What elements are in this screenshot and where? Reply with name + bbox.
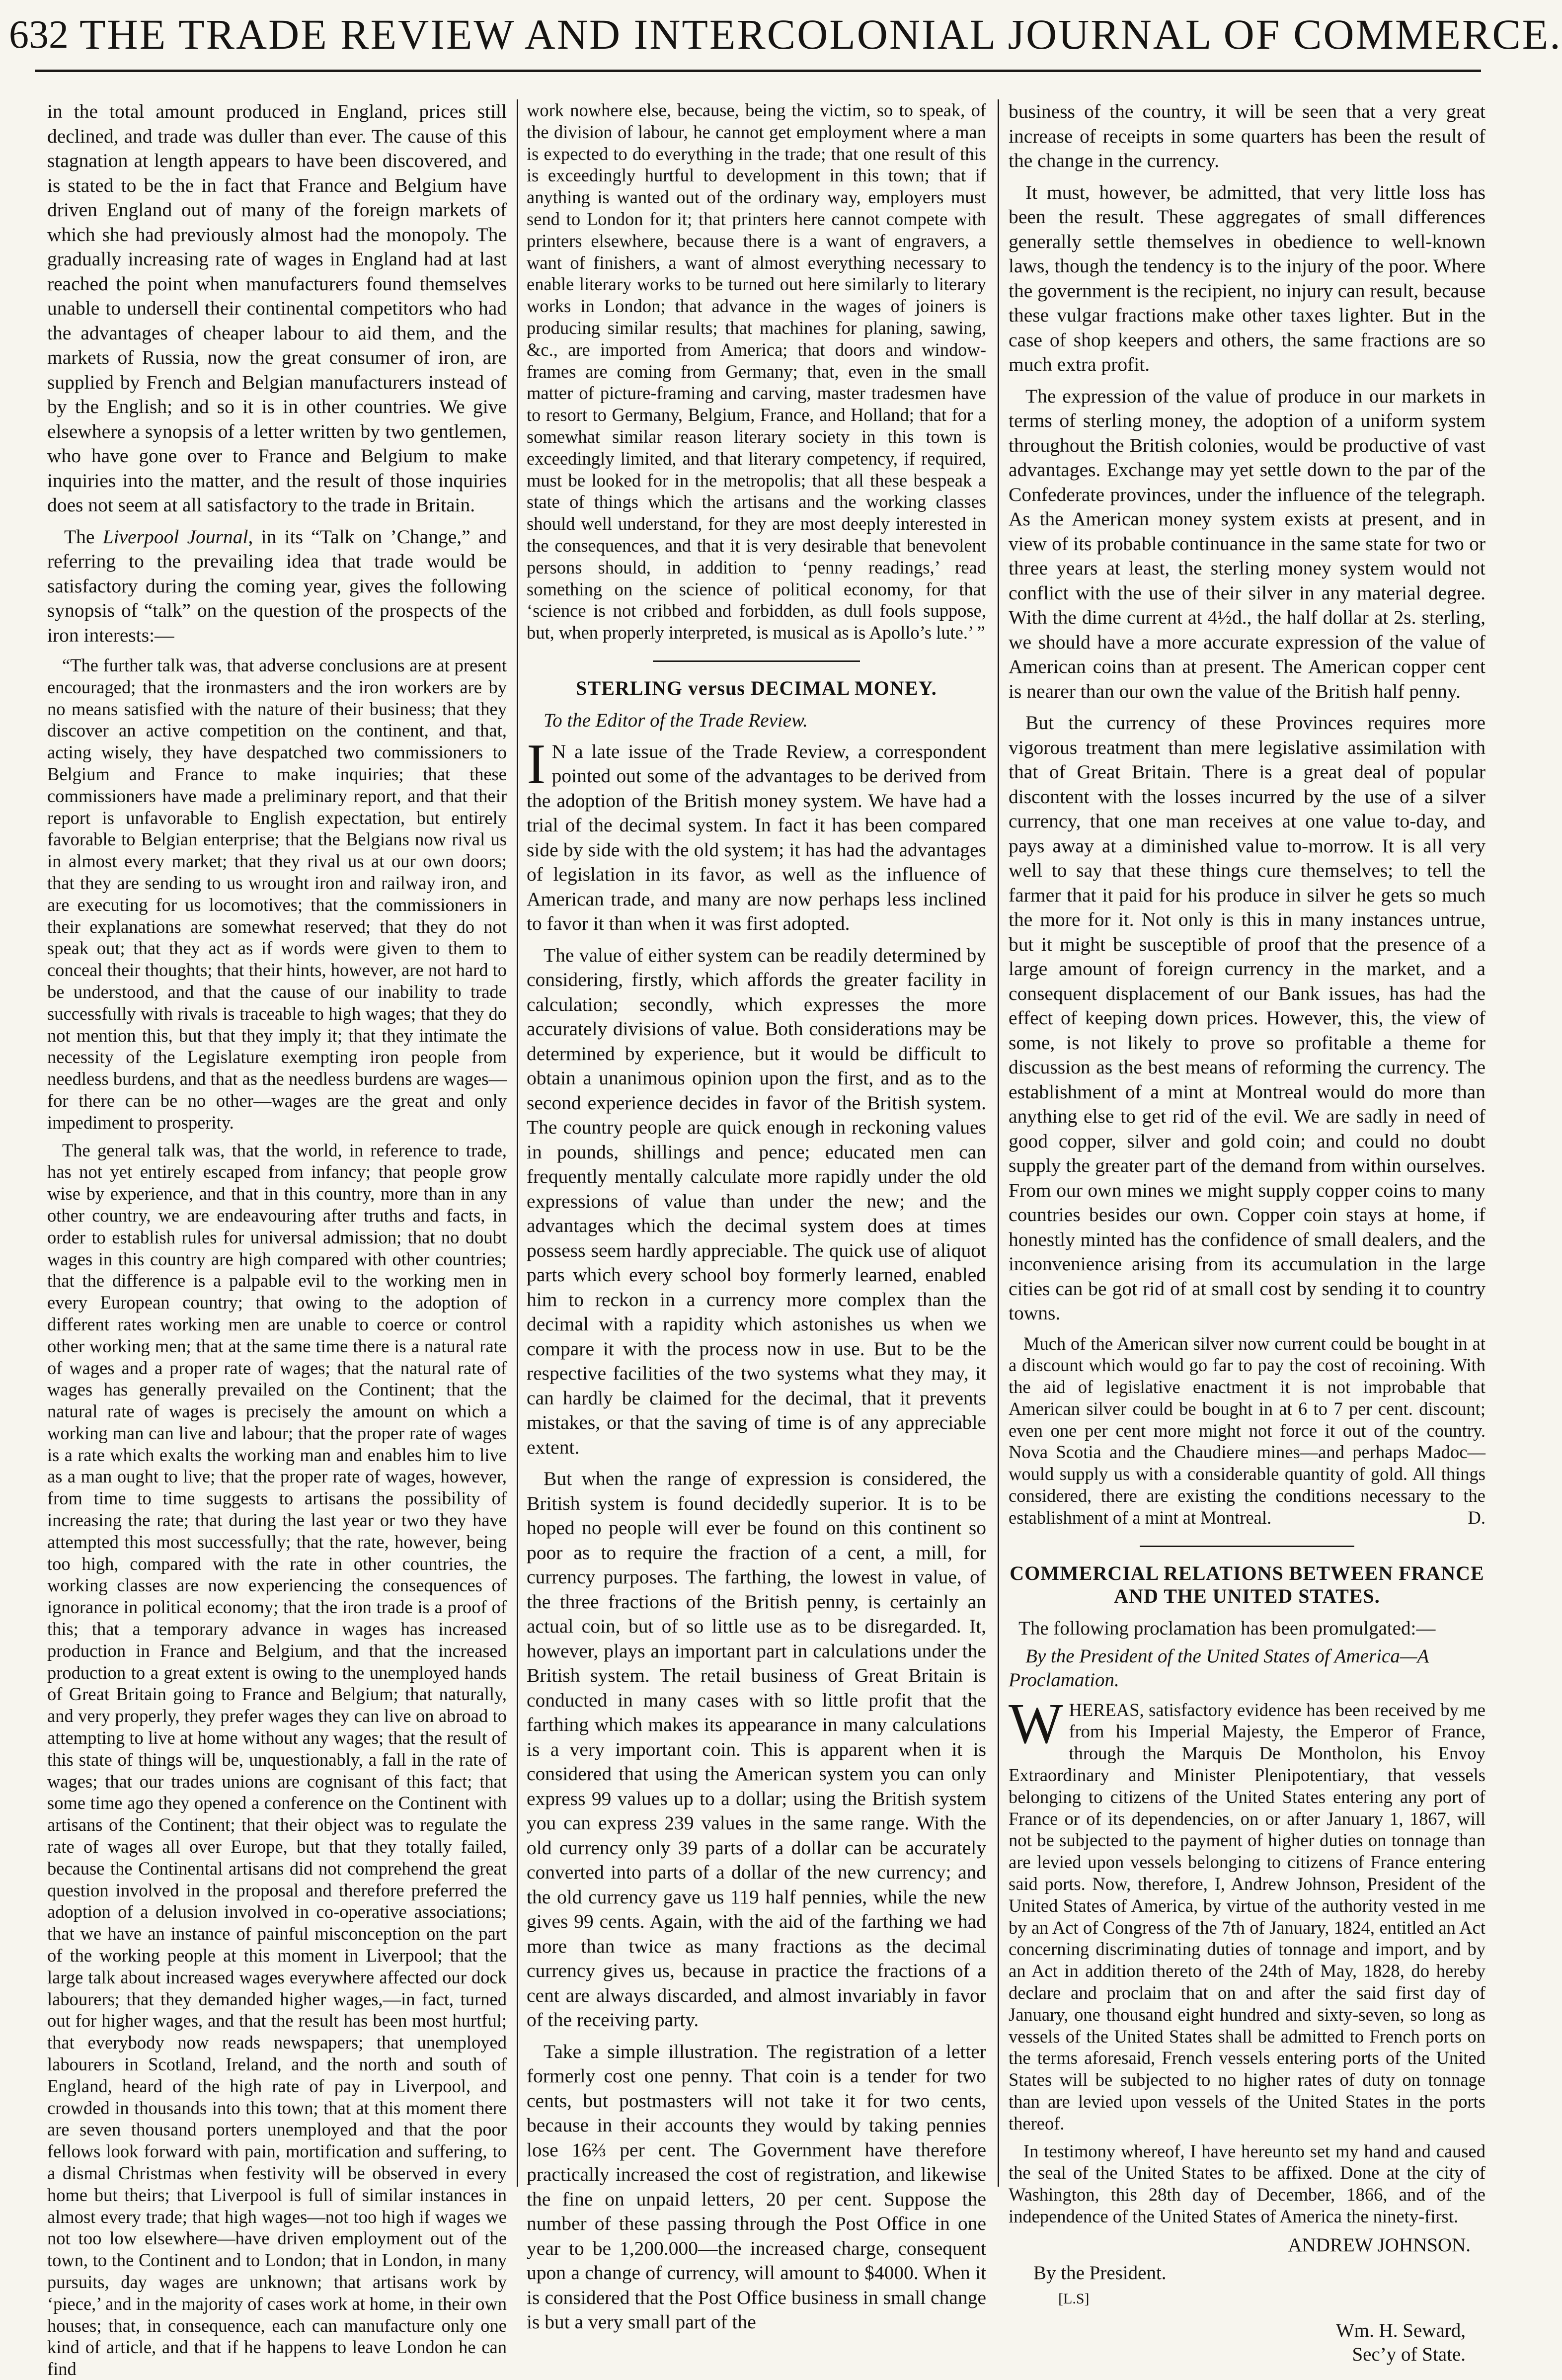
by-the-president: By the President.: [1033, 2262, 1167, 2284]
proclamation-text: In testimony whereof, I have hereunto set my hand and caused the seal of the United States to be affixed. Done at the city of Washington, this 28th day of December, 1866, and of the independence of the United States of America the ninety-first.: [1009, 2140, 1485, 2226]
author-initial: D.: [1468, 1507, 1485, 1528]
article-paragraph: [1009, 1333, 1485, 1529]
secretary-name: Wm. H. Seward,: [1335, 2319, 1466, 2341]
article-paragraph: But when the range of expression is considered, the British system is found decidedly superior. It is to be hoped no people will ever be found on this continent so poor as to require the fraction of a cent, a mill, for currency purposes. The farthing, the lowest in value, of the three fractions of the British penny, is certainly an actual coin, but of so little use as to be disregarded. It, however, plays an important part in calculations under the British system. The retail business of Great Britain is conducted in many cases with so little profit that the farthing which makes its appearance in many calculations is a very important coin. This is apparent when it is considered that using the American system you can only express 99 values up to a dollar; using the British system you can express 239 values in the same range. With the old currency only 39 parts of a dollar can be accurately converted into parts of a dollar of the new currency; and the old currency gave us 119 half pennies, while the new gives 99 cents. Again, with the aid of the farthing we had more than twice as many fractions as the decimal currency gives us, because in practice the fractions of a cent are always discarded, and almost invariably in favor of the receiving party.: [527, 1468, 986, 2031]
publication-name: Liverpool Journal: [102, 525, 248, 548]
article-paragraph: [527, 732, 986, 936]
quoted-paragraph: The general talk was, that the world, in reference to trade, has not yet entirely escaped from infancy; that people grow wise by experience, and that in this country, more than in any other country, we are endeavouring after truths and facts, in order to establish rules for universal admission; that no doubt wages in this country are high compared with other countries; that the difference is a palpable evil to the working men in every European country; that owing to the adoption of different rates working men are unable to coerce or control other working men; that at the same time there is a natural rate of wages and a proper rate of wages; that the natural rate of wages has generally prevailed on the Continent; that the natural rate of wages is precisely the amount on which a working man can live and labour; that the proper rate of wages is a rate which exalts the working man and enables him to live as a man ought to live; that the proper rate of wages, however, from time to time suggests to artisans the possibility of increasing the rate; that during the last year or two they have attempted this most successfully; that the rate, however, being too high, compared with the rate in other countries, the working classes are now experiencing the consequences of ignorance in political economy; that the iron trade is a proof of this; that a temporary advance in wages has increased production in France and Belgium, and that the increased production to a great extent is owing to the unemployed hands of Great Britain going to France and Belgium; that naturally, and very properly, they prefer wages they can live on abroad to attempting to live at home without any wages; that the result of this state of things will be, unquestionably, a fall in the rate of wages; that our trades unions are cognisant of this fact; that some time ago they opened a conference on the Continent with artisans of the Continent; that their object was to regulate the rate of wages all over Europe, but that they totally failed, because the Continental artisans did not comprehend the great question involved in the proposal and therefore preferred the adoption of a delusion involved in co-operative associations; that we have an instance of painful misconception on the part of the working people at this moment in Liverpool; that the large talk about increased wages everywhere affected our dock labourers; that they demanded higher wages,—in fact, turned out for higher wages, and that the result has been most hurtful; that everybody now reads newspapers; that unemployed labourers in Scotland, Ireland, and the north and south of England, heard of the high rate of pay in Liverpool, and crowded in thousands into this town; that at this moment there are seven thousand porters unemployed and that the poor fellows look forward with pain, mortification and suffering, to a dismal Christmas when festivity will be observed in every home but theirs; that Liverpool is full of similar instances in almost every trade; that high wages—not too high if wages we not too low elsewhere—have driven employment out of the town, to the Continent and to London; that in London, in many pursuits, day wages are unknown; that artisans work by ‘piece,’ and in the majority of cases work at home, in their own houses; that, in consequence, each can manufacture only one kind of article, and that if he happens to leave London he can find: [47, 1140, 507, 2380]
president-signature: ANDREW JOHNSON.: [1288, 2234, 1471, 2256]
article-heading: COMMERCIAL RELATIONS BETWEEN FRANCE AND THE UNITED STATES.: [1010, 1561, 1484, 1607]
text-run: Much of the American silver now current could be bought in at a discount which would go far to pay the cost of recoining. With the aid of legislative enactment it is not improbable that American silver could be bought in at 6 to 7 per cent. discount; even one per cent more might not force it out of the country. Nova Scotia and the Chaudiere mines—and perhaps Madoc—would supply us with a considerable quantity of gold. All things considered, there are existing the conditions necessary to the establishment of a mint at Montreal.: [1009, 1333, 1485, 1528]
page-header: [0, 0, 1562, 88]
column-2: [527, 99, 986, 2333]
proclamation-text: [1009, 1692, 1485, 2134]
text-run: , in its “Talk on ’Change,” and referring to the prevailing idea that trade would be satisfactory during the coming year, gives the following synopsis of “talk” on the question of the prospects of the iron interests:—: [47, 525, 507, 646]
quoted-paragraph: work nowhere else, because, being the victim, so to speak, of the division of labour, he cannot get employment where a man is expected to do everything in the trade; that one result of this is exceedingly hurtful to development in this town; that if anything is wanted out of the ordinary way, employers must send to London for it; that printers here cannot compete with printers elsewhere, because there is a want of engravers, a want of finishers, a want of almost everything necessary to enable literary works to be turned out here similarly to literary works in London; that advance in the wages of joiners is producing similar results; that machines for planing, sawing, &c., are imported from America; that doors and window-frames are coming from Germany; that, even in the small matter of picture-framing and carving, master tradesmen have to resort to Germany, Belgium, France, and Holland; that for a somewhat similar reason literary society in this town is exceedingly limited, and that literary competency, if required, must be looked for in the metropolis; that all these bespeak a state of things which the artisans and the working classes should well understand, for they are most deeply interested in the consequences, and that it is very desirable that benevolent persons should, in addition to ‘penny readings,’ read something on the science of political economy, for that ‘science is not cribbed and forbidden, as dull fools suppose, but, when properly interpreted, is musical as is Apollo’s lute.’ ”: [527, 100, 986, 643]
section-rule: [653, 660, 859, 662]
section-rule: [1140, 1546, 1354, 1547]
text-run: N a late issue of the Trade Review, a correspondent pointed out some of the advantages to be derived from the adoption of the British money system. We have had a trial of the decimal system. In fact it has been compared side by side with the old system; it has had the advantages of legislation in its favor, as well as the influence of American trade, and many are now perhaps less inclined to favor it than when it was first adopted.: [527, 740, 986, 935]
article-paragraph: [47, 525, 507, 648]
column-3: [1009, 99, 1485, 2365]
intro-line: The following proclamation has been promulgated:—: [1018, 1617, 1436, 1639]
article-paragraph: The value of either system can be readily determined by considering, firstly, which affords the greater facility in calculation; secondly, which expresses the more accurately divisions of value. Both considerations may be determined by experience, but it would be difficult to obtain a unanimous opinion upon the first, and as to the second experience decides in favor of the British system. The country people are quick enough in reckoning values in pounds, shillings and pence; educated men can frequently mentally calculate more rapidly under the old expressions of value than under the new; and the advantages which the decimal system does at times possess seem hardly appreciable. The quick use of aliquot parts which every school boy formerly learned, enabled him to reckon in a currency more complex than the decimal with a rapidity which astonishes us when we compare it with the process now in use. But to be the respective facilities of the two systems what they may, it can hardly be claimed for the decimal, that it prevents mistakes, or that the saving of time is of any appreciable extent.: [527, 944, 986, 1458]
header-rule: [35, 70, 1481, 72]
article-heading: STERLING versus DECIMAL MONEY.: [576, 676, 937, 699]
editor-line: To the Editor of the Trade Review.: [544, 709, 808, 731]
secretary-title: Sec’y of State.: [1352, 2343, 1466, 2365]
proclamation-byline: By the President of the United States of America—A Proclamation.: [1009, 1645, 1429, 1691]
quoted-paragraph: “The further talk was, that adverse conclusions are at present encouraged; that the ironmasters and the iron workers are by no means satisfied with the nature of their business; that they discover an active competition on the continent, and that, acting wisely, they have despatched two commissioners to Belgium and France to make inquiries; that these commissioners have made a preliminary report, and that their report is unfavorable to English expectation, but entirely favorable to Belgian enterprise; that the Belgians now rival us in almost every market; that they rival us at our own doors; that they are sending to us wrought iron and railway iron, and are executing for us locomotives; that the commissioners in their explanations are somewhat reserved; that they do not speak out; that they act as if words were given to them to conceal their thoughts; that their hints, however, are not hard to be understood, and that the cause of our inability to trade successfully with rivals is traceable to high wages; that they do not mention this, but that they imply it; that they intimate the necessity of the Legislature exempting iron people from needless burdens, and that as the needless burdens are wages—for there can be no other—wages are the great and only impediment to prosperity.: [47, 655, 507, 1133]
article-paragraph: It must, however, be admitted, that very little loss has been the result. These aggregates of small differences generally settle themselves in obedience to well-known laws, though the tendency is to the injury of the poor. Where the government is the recipient, no injury can result, because these vulgar fractions make other taxes lighter. But in the case of shop keepers and others, the same fractions are so much extra profit.: [1009, 181, 1485, 375]
seal-mark: [L.S]: [1058, 2290, 1090, 2307]
article-paragraph: The expression of the value of produce in our markets in terms of sterling money, the adoption of a uniform system throughout the British colonies, would be productive of vast advantages. Exchange may yet settle down to the par of the Confederate provinces, under the influence of the telegraph. As the American money system exists at present, and in view of its probable continuance in the same state for two or three years at least, the sterling money system would not conflict with the use of their silver in any material degree. With the dime current at 4½d., the half dollar at 2s. sterling, we should have a more accurate expression of the value of American coins than at present. The American copper cent is nearer than our own the value of the British half penny.: [1009, 385, 1485, 702]
drop-cap: I: [527, 732, 546, 796]
article-paragraph: business of the country, it will be seen that a very great increase of receipts in some quarters has been the result of the change in the currency.: [1009, 100, 1485, 171]
text-run: The: [64, 525, 103, 548]
column-divider: [517, 99, 518, 2187]
text-run: HEREAS, satisfactory evidence has been received by me from his Imperial Majesty, the Emperor of France, through the Marquis De Montholon, his Envoy Extraordinary and Minister Plenipotentiary, that vessels belonging to citizens of the United States entering any port of France or of its dependencies, on or after January 1, 1867, will not be subjected to the payment of higher duties on tonnage than are levied upon vessels belonging to citizens of France entering said ports. Now, therefore, I, Andrew Johnson, President of the United States of America, by virtue of the authority vested in me by an Act of Congress of the 7th of January, 1824, entitled an Act concerning discriminating duties of tonnage and import, and by an Act in addition thereto of the 24th of May, 1828, do hereby declare and proclaim that on and after the said first day of January, one thousand eight hundred and sixty-seven, so long as vessels of the United States shall be admitted to French ports on the terms aforesaid, French vessels entering ports of the United States will be subjected to no higher rates of duty on tonnage than are levied upon vessels of the United States in the ports thereof.: [1009, 1699, 1485, 2134]
column-1: [47, 99, 507, 2380]
drop-cap: W: [1009, 1692, 1063, 1756]
article-paragraph: in the total amount produced in England, prices still declined, and trade was duller than ever. The cause of this stagnation at length appears to have been discovered, and is stated to be the in fact that France and Belgium have driven England out of many of the foreign markets of which she had previously almost had the monopoly. The gradually increasing rate of wages in England had at last reached the point when manufacturers found themselves unable to undersell their continental competitors who had the advantages of cheaper labour to aid them, and the markets of Russia, now the great consumer of iron, are supplied by French and Belgian manufacturers instead of by the English; and so it is in other countries. We give elsewhere a synopsis of a letter written by two gentlemen, who have gone over to France and Belgium to make inquiries into the matter, and the result of those inquiries does not seem at all satisfactory to the trade in Britain.: [47, 100, 507, 516]
journal-masthead: THE TRADE REVIEW AND INTERCOLONIAL JOURNAL OF COMMERCE.: [79, 10, 1562, 58]
article-paragraph: But the currency of these Provinces requires more vigorous treatment than mere legislative assimilation with that of Great Britain. There is a great deal of popular discontent with the losses incurred by the use of a silver currency, that one man receives at one value to-day, and pays away at a diminished value to-morrow. It is all very well to say that these things cure themselves; to tell the farmer that it paid for his produce in silver he gets so much the more for it. Not only is this in many instances untrue, but it might be susceptible of proof that the presence of a large amount of foreign currency in the market, and a consequent displacement of our Bank issues, has had the effect of keeping down prices. However, this, the view of some, is not likely to prove so profitable a theme for discussion as the best means of reforming the currency. The establishment of a mint at Montreal would do more than anything else to get rid of the evil. We are sadly in need of good copper, silver and gold coin; and could no doubt supply the greater part of the demand from within ourselves. From our own mines we might supply copper coins to many countries besides our own. Copper coin stays at home, if honestly minted has the confidence of small dealers, and the inconvenience arising from its accumulation in the large cities can be got rid of at small cost by sending it to country towns.: [1009, 712, 1485, 1324]
column-divider: [998, 99, 999, 2187]
page-number: 632: [9, 13, 69, 57]
article-paragraph: Take a simple illustration. The registration of a letter formerly cost one penny. That coin is a tender for two cents, but postmasters will not take it for two cents, because in their accounts they would by taking pennies lose 16⅔ per cent. The Government have therefore practically increased the cost of registration, and likewise the fine on unpaid letters, 20 per cent. Suppose the number of these passing through the Post Office in one year to be 1,200.000—the increased charge, consequent upon a change of currency, will amount to $4000. When it is considered that the Post Office business in small change is but a very small part of the: [527, 2040, 986, 2333]
